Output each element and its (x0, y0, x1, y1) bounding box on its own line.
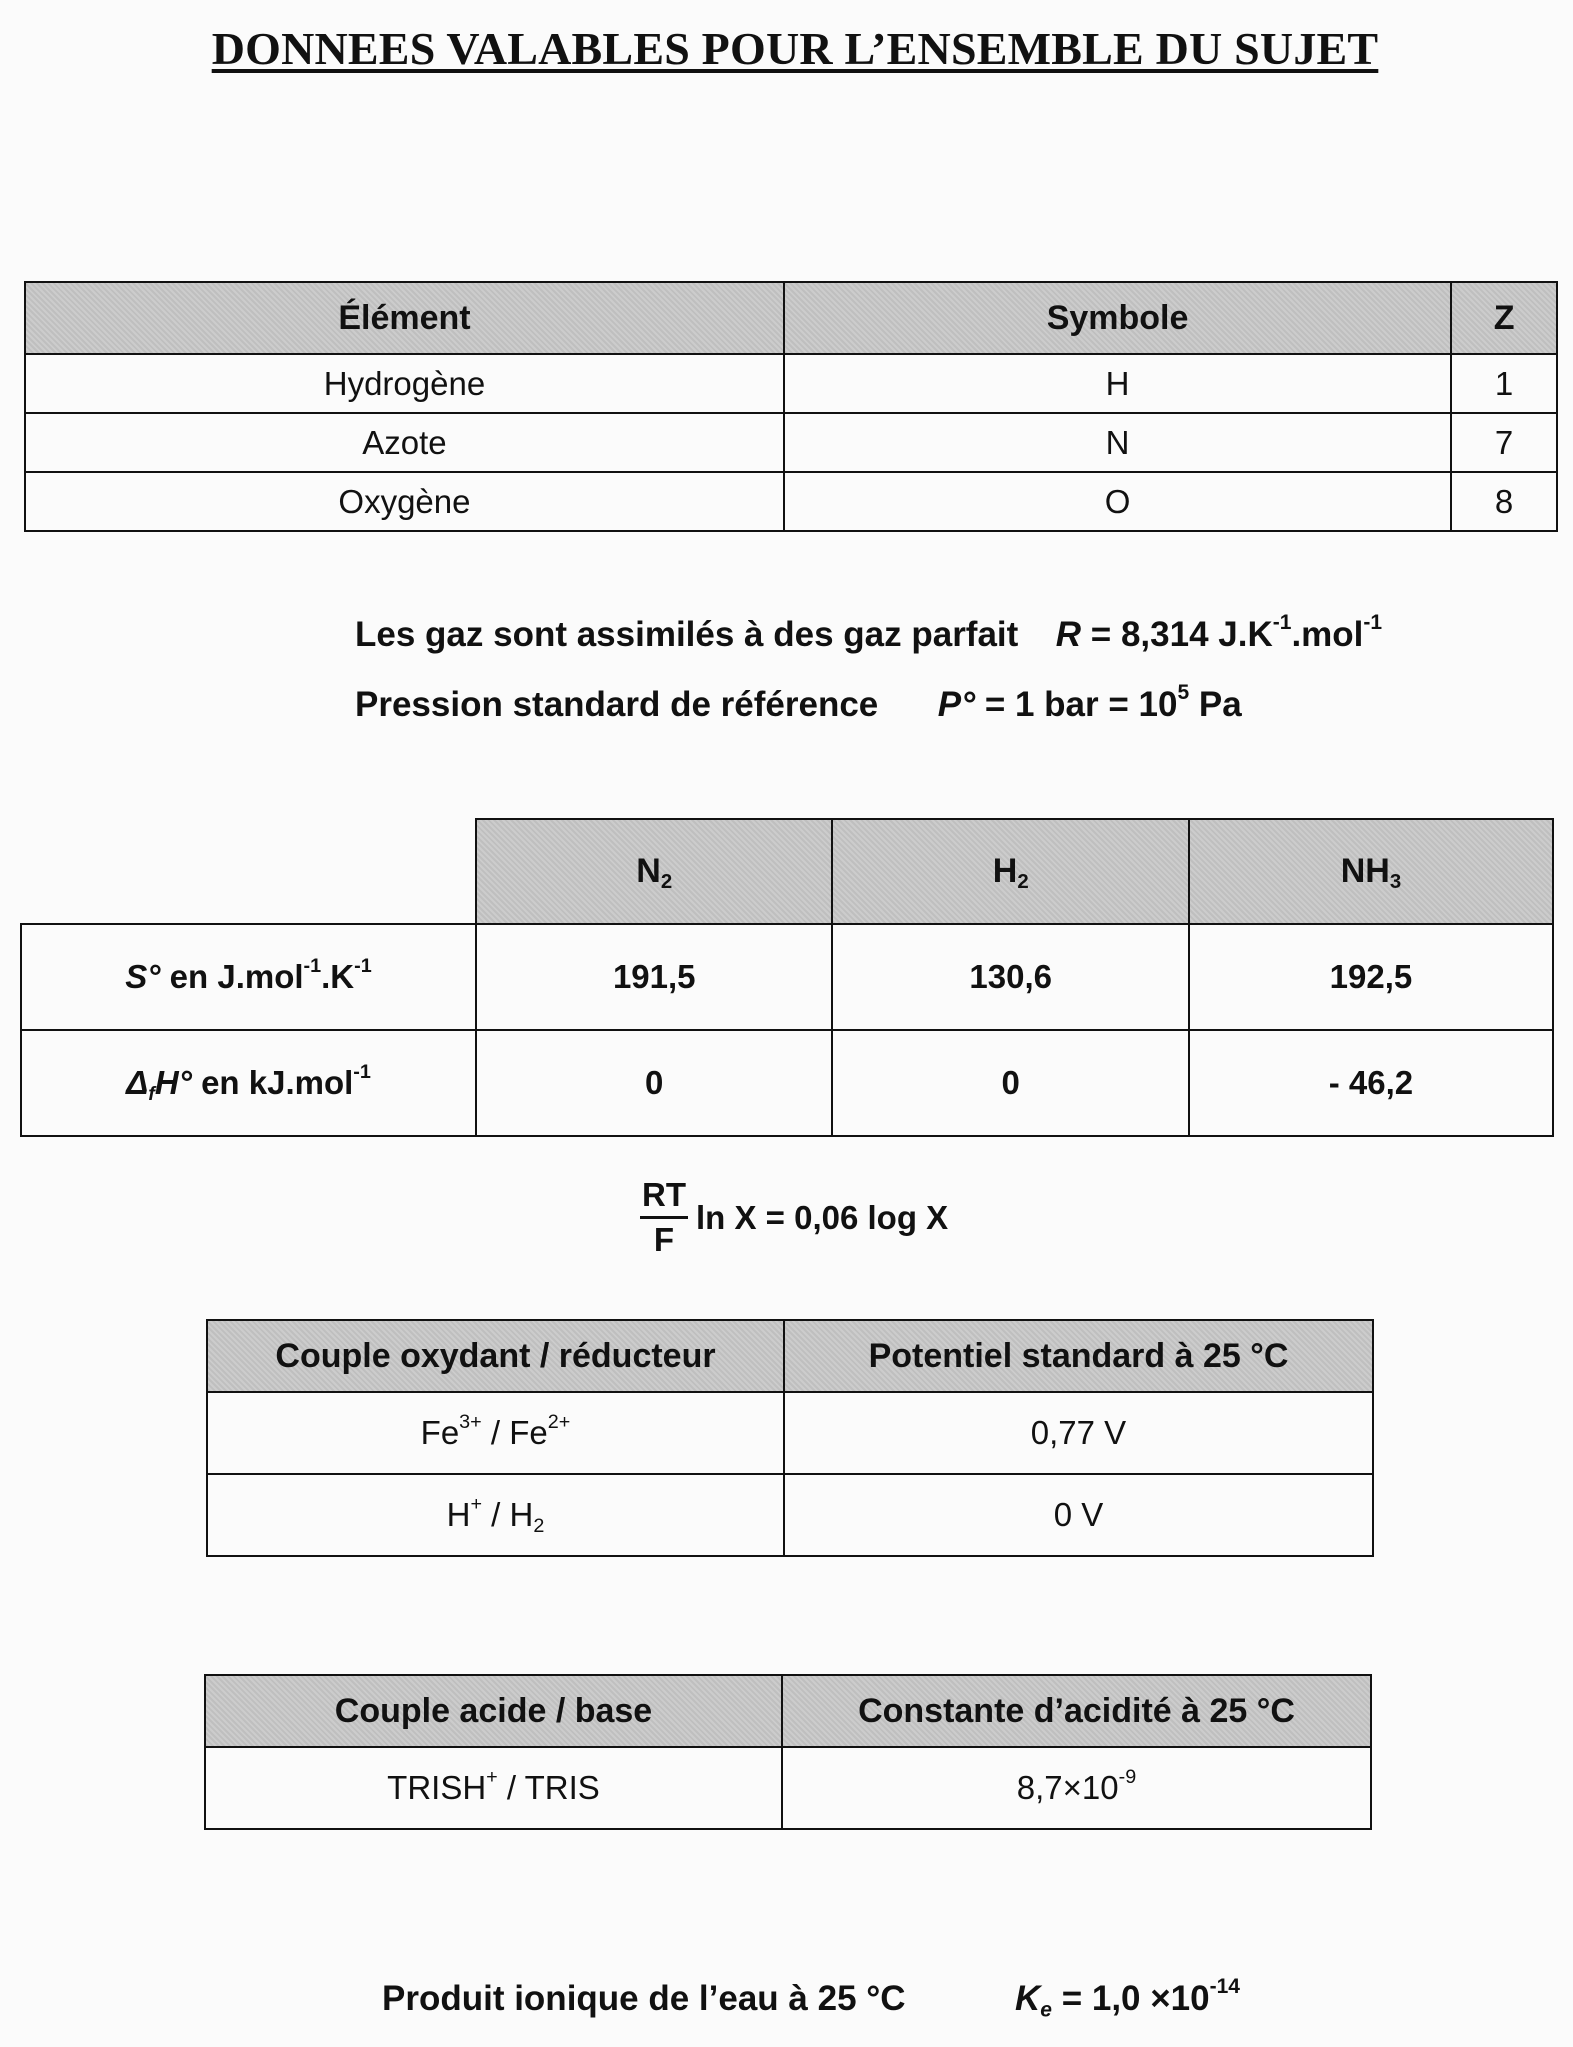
table-row (21, 1030, 1553, 1136)
table-cell: N (784, 413, 1451, 472)
exponent: -1 (1363, 611, 1383, 635)
gas-constant-symbol: R (1055, 615, 1082, 654)
water-ionic-product-text: Produit ionique de l’eau à 25 °C (382, 1979, 906, 2018)
column-header: Constante d’acidité à 25 °C (782, 1675, 1371, 1747)
table-row (25, 472, 1557, 531)
gas-constant-unit: .mol (1291, 615, 1364, 654)
table-cell: Hydrogène (25, 354, 784, 413)
ke-symbol: $K_e$ (1015, 1979, 1052, 2022)
table-row (205, 1747, 1371, 1829)
table-cell: 7 (1451, 413, 1557, 472)
table-header-row (21, 819, 1553, 924)
table-cell: 192,5 (1189, 924, 1553, 1030)
empty-corner-cell (21, 819, 476, 924)
table-row (25, 354, 1557, 413)
fraction-numerator: RT (640, 1176, 688, 1219)
table-row (207, 1474, 1373, 1556)
standard-pressure-text: Pression standard de référence (355, 685, 879, 724)
pressure-symbol: P° (937, 685, 976, 724)
nernst-formula (640, 1176, 948, 1259)
acid-base-table (204, 1674, 1372, 1830)
page-title: DONNEES VALABLES POUR L’ENSEMBLE DU SUJET (211, 23, 1379, 74)
table-cell: Oxygène (25, 472, 784, 531)
table-cell: 1 (1451, 354, 1557, 413)
table-cell: - 46,2 (1189, 1030, 1553, 1136)
exponent: -1 (1272, 611, 1292, 635)
ke-value: = 1,0 ×10 (1061, 1979, 1210, 2018)
table-cell: 191,5 (476, 924, 832, 1030)
column-header: Couple oxydant / réducteur (207, 1320, 784, 1392)
fraction (640, 1176, 688, 1259)
exponent: 5 (1177, 681, 1190, 705)
table-cell: Azote (25, 413, 784, 472)
redox-couple-cell: $Fe^{3+} / Fe^{2+}$ (207, 1392, 784, 1474)
acidity-constant-cell: $8,7\times 10^{-9}$ (782, 1747, 1371, 1829)
enthalpy-row-label: $\Delta_fH^\circ$ en kJ.mol$^{-1}$ (21, 1030, 476, 1136)
table-cell: O (784, 472, 1451, 531)
formula-rest: ln X = 0,06 log X (696, 1198, 949, 1236)
standard-pressure-line (355, 681, 1242, 725)
column-header: Élément (25, 282, 784, 354)
table-cell: 0 (832, 1030, 1188, 1136)
column-header: Symbole (784, 282, 1451, 354)
table-row (207, 1392, 1373, 1474)
elements-table (24, 281, 1558, 532)
redox-couple-cell: $H^+ / H_2$ (207, 1474, 784, 1556)
table-row (25, 413, 1557, 472)
table-cell: 8 (1451, 472, 1557, 531)
species-header-n2: $N_2$ (476, 819, 832, 924)
acid-base-couple-cell: TRISH+ / TRIS (205, 1747, 782, 1829)
table-row (21, 924, 1553, 1030)
column-header: Potentiel standard à 25 °C (784, 1320, 1373, 1392)
pressure-unit: Pa (1198, 685, 1242, 724)
exponent: -14 (1209, 1975, 1240, 1999)
thermo-data-table (20, 818, 1554, 1137)
column-header: Z (1451, 282, 1557, 354)
species-header-h2: $H_2$ (832, 819, 1188, 924)
table-cell: H (784, 354, 1451, 413)
table-cell: 130,6 (832, 924, 1188, 1030)
species-header-nh3: $NH_3$ (1189, 819, 1553, 924)
water-ionic-product-line (382, 1975, 1240, 2022)
table-header-row (205, 1675, 1371, 1747)
table-header-row (25, 282, 1557, 354)
ideal-gas-text: Les gaz sont assimilés à des gaz parfait (355, 615, 1019, 654)
column-header: Couple acide / base (205, 1675, 782, 1747)
potential-cell: 0,77 V (784, 1392, 1373, 1474)
table-header-row (207, 1320, 1373, 1392)
entropy-row-label: S° en $J.mol^{-1}.K^{-1}$ (21, 924, 476, 1030)
potential-cell: 0 V (784, 1474, 1373, 1556)
table-cell: 0 (476, 1030, 832, 1136)
gas-constant-value: = 8,314 J.K (1090, 615, 1273, 654)
ideal-gas-line (355, 611, 1383, 655)
redox-table (206, 1319, 1374, 1557)
fraction-denominator: F (653, 1221, 675, 1258)
pressure-value: = 1 bar = 10 (984, 685, 1178, 724)
